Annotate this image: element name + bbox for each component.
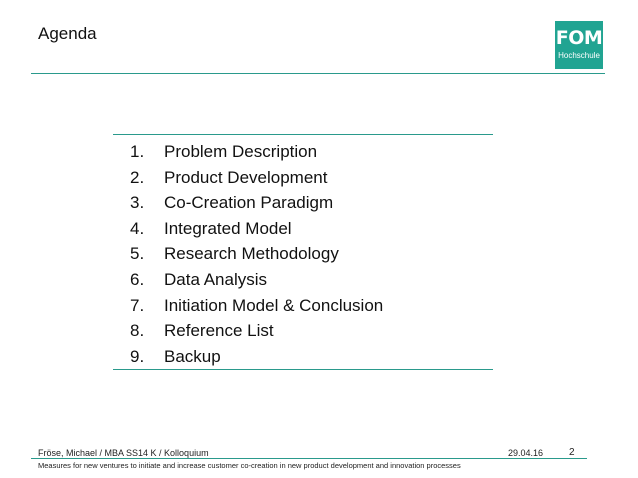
agenda-item	[130, 216, 383, 242]
agenda-top-divider	[113, 134, 493, 135]
agenda-item-number: 3.	[130, 193, 145, 213]
agenda-item-label: Data Analysis	[164, 269, 267, 289]
agenda-item	[130, 318, 383, 344]
agenda-item-number: 2.	[130, 167, 145, 187]
agenda-item-label: Initiation Model & Conclusion	[164, 295, 384, 315]
agenda-item	[130, 190, 383, 216]
agenda-item-number: 7.	[130, 295, 145, 315]
footer-divider	[31, 458, 587, 459]
agenda-item	[130, 241, 383, 267]
agenda-item-number: 8.	[130, 321, 145, 341]
fom-logo	[555, 21, 603, 69]
agenda-item	[130, 139, 383, 165]
page-number: 2	[569, 447, 575, 458]
logo-subtext: Hochschule	[558, 51, 600, 60]
agenda-item-number: 6.	[130, 269, 145, 289]
slide-title: Agenda	[38, 24, 97, 43]
agenda-item-number: 1.	[130, 142, 145, 161]
footer-date: 29.04.16	[508, 448, 544, 458]
agenda-item-label: Backup	[164, 346, 221, 366]
footer-author: Fröse, Michael / MBA SS14 K / Kolloquium	[38, 448, 209, 458]
agenda-bottom-divider	[113, 369, 493, 370]
agenda-item-number: 9.	[130, 346, 145, 366]
agenda-item-label: Integrated Model	[164, 218, 292, 238]
agenda-item	[130, 344, 383, 370]
agenda-item	[130, 165, 383, 191]
agenda-item	[130, 267, 383, 293]
agenda-item-label: Problem Description	[164, 142, 318, 161]
agenda-item-label: Product Development	[164, 167, 328, 187]
footer-subtitle: Measures for new ventures to initiate and increase customer co-creation in new product development and innovation processes	[38, 461, 461, 470]
agenda-list	[130, 139, 383, 369]
header-divider	[31, 73, 605, 74]
logo-text: FOM	[555, 27, 603, 49]
agenda-item-number: 5.	[130, 244, 145, 264]
agenda-item-label: Research Methodology	[164, 244, 339, 264]
agenda-item-number: 4.	[130, 218, 145, 238]
agenda-item-label: Reference List	[164, 321, 274, 341]
agenda-item-label: Co-Creation Paradigm	[164, 193, 334, 213]
agenda-item	[130, 293, 383, 319]
